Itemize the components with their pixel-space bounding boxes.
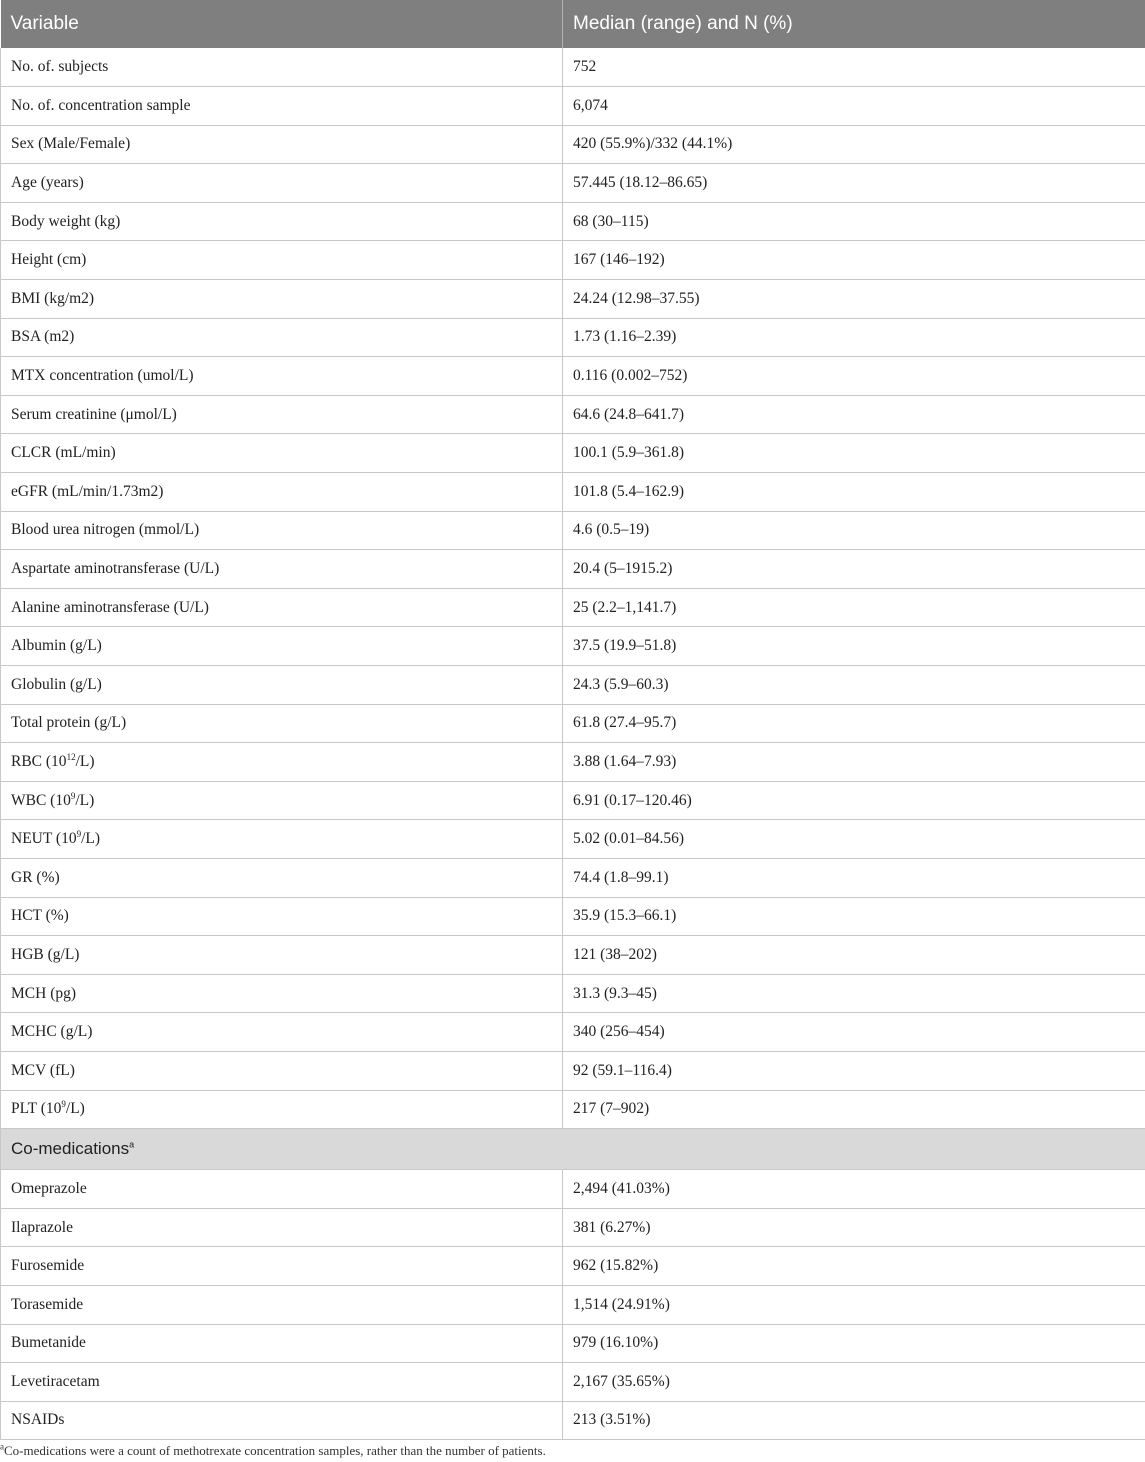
variable-cell: GR (%) bbox=[1, 858, 563, 897]
table-row bbox=[1, 318, 1145, 357]
table-row bbox=[1, 743, 1145, 782]
variable-cell: NSAIDs bbox=[1, 1401, 563, 1440]
value-cell: 0.116 (0.002–752) bbox=[563, 357, 1145, 396]
variable-unit: /L) bbox=[65, 1100, 85, 1118]
table-row bbox=[1, 936, 1145, 975]
value-cell: 2,167 (35.65%) bbox=[563, 1363, 1145, 1402]
variable-cell bbox=[1, 781, 563, 820]
value-cell: 100.1 (5.9–361.8) bbox=[563, 434, 1145, 473]
column-header-median: Median (range) and N (%) bbox=[563, 0, 1145, 48]
table-body bbox=[1, 48, 1145, 1440]
table-row bbox=[1, 1324, 1145, 1363]
value-cell: 6,074 bbox=[563, 87, 1145, 126]
value-cell: 57.445 (18.12–86.65) bbox=[563, 164, 1145, 203]
table-row bbox=[1, 781, 1145, 820]
table-row bbox=[1, 473, 1145, 512]
variable-text: WBC (10 bbox=[11, 791, 71, 809]
table-row bbox=[1, 588, 1145, 627]
value-cell: 962 (15.82%) bbox=[563, 1247, 1145, 1286]
table-row bbox=[1, 858, 1145, 897]
table-row bbox=[1, 1285, 1145, 1324]
footnote-text: Co-medications were a count of methotrexate concentration samples, rather than the number of patients. bbox=[4, 1443, 546, 1458]
variable-exponent: 9 bbox=[70, 790, 76, 801]
table-row bbox=[1, 1013, 1145, 1052]
value-cell: 25 (2.2–1,141.7) bbox=[563, 588, 1145, 627]
value-cell: 167 (146–192) bbox=[563, 241, 1145, 280]
variable-cell: MCH (pg) bbox=[1, 974, 563, 1013]
value-cell: 1.73 (1.16–2.39) bbox=[563, 318, 1145, 357]
variable-cell: Furosemide bbox=[1, 1247, 563, 1286]
value-cell: 420 (55.9%)/332 (44.1%) bbox=[563, 125, 1145, 164]
variable-cell: No. of. subjects bbox=[1, 48, 563, 87]
variable-cell: BMI (kg/m2) bbox=[1, 280, 563, 319]
value-cell: 61.8 (27.4–95.7) bbox=[563, 704, 1145, 743]
variable-cell: Height (cm) bbox=[1, 241, 563, 280]
variable-text: PLT (10 bbox=[11, 1100, 62, 1118]
table-row bbox=[1, 1051, 1145, 1090]
table-row bbox=[1, 1363, 1145, 1402]
section-heading bbox=[1, 1129, 1145, 1170]
variable-cell: Total protein (g/L) bbox=[1, 704, 563, 743]
variable-unit: /L) bbox=[75, 791, 95, 809]
value-cell: 74.4 (1.8–99.1) bbox=[563, 858, 1145, 897]
variable-cell: Alanine aminotransferase (U/L) bbox=[1, 588, 563, 627]
variable-cell: No. of. concentration sample bbox=[1, 87, 563, 126]
table-row bbox=[1, 164, 1145, 203]
variable-cell bbox=[1, 743, 563, 782]
table-row bbox=[1, 280, 1145, 319]
value-cell: 4.6 (0.5–19) bbox=[563, 511, 1145, 550]
variable-cell: eGFR (mL/min/1.73m2) bbox=[1, 473, 563, 512]
variable-cell: Omeprazole bbox=[1, 1170, 563, 1209]
value-cell: 24.3 (5.9–60.3) bbox=[563, 666, 1145, 705]
table-row bbox=[1, 434, 1145, 473]
variable-cell: Levetiracetam bbox=[1, 1363, 563, 1402]
value-cell: 1,514 (24.91%) bbox=[563, 1285, 1145, 1324]
variable-unit: /L) bbox=[81, 830, 101, 848]
value-cell: 340 (256–454) bbox=[563, 1013, 1145, 1052]
table-row bbox=[1, 511, 1145, 550]
variable-cell: Globulin (g/L) bbox=[1, 666, 563, 705]
value-cell: 92 (59.1–116.4) bbox=[563, 1051, 1145, 1090]
table-row bbox=[1, 1247, 1145, 1286]
variable-cell: MTX concentration (umol/L) bbox=[1, 357, 563, 396]
variable-exponent: 9 bbox=[76, 829, 82, 840]
value-cell: 24.24 (12.98–37.55) bbox=[563, 280, 1145, 319]
value-cell: 3.88 (1.64–7.93) bbox=[563, 743, 1145, 782]
value-cell: 121 (38–202) bbox=[563, 936, 1145, 975]
variable-cell: BSA (m2) bbox=[1, 318, 563, 357]
table-row bbox=[1, 1090, 1145, 1129]
value-cell: 64.6 (24.8–641.7) bbox=[563, 395, 1145, 434]
section-footnote-marker: a bbox=[129, 1139, 135, 1150]
variable-cell bbox=[1, 820, 563, 859]
variable-exponent: 12 bbox=[66, 751, 76, 762]
variable-cell: MCV (fL) bbox=[1, 1051, 563, 1090]
variable-cell: MCHC (g/L) bbox=[1, 1013, 563, 1052]
variable-cell: Body weight (kg) bbox=[1, 202, 563, 241]
table-row bbox=[1, 1208, 1145, 1247]
table-row bbox=[1, 820, 1145, 859]
variable-cell: Aspartate aminotransferase (U/L) bbox=[1, 550, 563, 589]
value-cell: 381 (6.27%) bbox=[563, 1208, 1145, 1247]
value-cell: 217 (7–902) bbox=[563, 1090, 1145, 1129]
table-row bbox=[1, 395, 1145, 434]
table-row bbox=[1, 87, 1145, 126]
variable-cell: Torasemide bbox=[1, 1285, 563, 1324]
variable-cell: CLCR (mL/min) bbox=[1, 434, 563, 473]
table-row bbox=[1, 897, 1145, 936]
value-cell: 101.8 (5.4–162.9) bbox=[563, 473, 1145, 512]
table-row bbox=[1, 357, 1145, 396]
variable-cell bbox=[1, 1090, 563, 1129]
variable-exponent: 9 bbox=[61, 1099, 66, 1110]
table-row bbox=[1, 125, 1145, 164]
value-cell: 68 (30–115) bbox=[563, 202, 1145, 241]
variable-cell: Bumetanide bbox=[1, 1324, 563, 1363]
table-row bbox=[1, 666, 1145, 705]
column-header-variable: Variable bbox=[1, 0, 563, 48]
value-cell: 35.9 (15.3–66.1) bbox=[563, 897, 1145, 936]
table-row bbox=[1, 550, 1145, 589]
value-cell: 752 bbox=[563, 48, 1145, 87]
section-label: Co-medications bbox=[11, 1139, 130, 1159]
table-row bbox=[1, 1401, 1145, 1440]
footnote-marker: a bbox=[0, 1441, 4, 1452]
table-row bbox=[1, 1170, 1145, 1209]
footnote bbox=[0, 1443, 546, 1459]
table-row bbox=[1, 627, 1145, 666]
variable-cell: HCT (%) bbox=[1, 897, 563, 936]
variable-text: NEUT (10 bbox=[11, 830, 77, 848]
table-row bbox=[1, 974, 1145, 1013]
variable-cell: Serum creatinine (μmol/L) bbox=[1, 395, 563, 434]
value-cell: 37.5 (19.9–51.8) bbox=[563, 627, 1145, 666]
header-row bbox=[1, 0, 1145, 48]
table-row bbox=[1, 202, 1145, 241]
value-cell: 31.3 (9.3–45) bbox=[563, 974, 1145, 1013]
variable-text: RBC (10 bbox=[11, 752, 67, 770]
table-row bbox=[1, 241, 1145, 280]
value-cell: 5.02 (0.01–84.56) bbox=[563, 820, 1145, 859]
value-cell: 20.4 (5–1915.2) bbox=[563, 550, 1145, 589]
value-cell: 979 (16.10%) bbox=[563, 1324, 1145, 1363]
value-cell: 6.91 (0.17–120.46) bbox=[563, 781, 1145, 820]
table-row bbox=[1, 48, 1145, 87]
variable-cell: Age (years) bbox=[1, 164, 563, 203]
value-cell: 213 (3.51%) bbox=[563, 1401, 1145, 1440]
variable-cell: HGB (g/L) bbox=[1, 936, 563, 975]
variable-cell: Blood urea nitrogen (mmol/L) bbox=[1, 511, 563, 550]
variable-cell: Albumin (g/L) bbox=[1, 627, 563, 666]
value-cell: 2,494 (41.03%) bbox=[563, 1170, 1145, 1209]
table-row bbox=[1, 704, 1145, 743]
variable-cell: Ilaprazole bbox=[1, 1208, 563, 1247]
variable-cell: Sex (Male/Female) bbox=[1, 125, 563, 164]
variable-unit: /L) bbox=[75, 752, 95, 770]
section-row-comedications bbox=[1, 1129, 1145, 1170]
